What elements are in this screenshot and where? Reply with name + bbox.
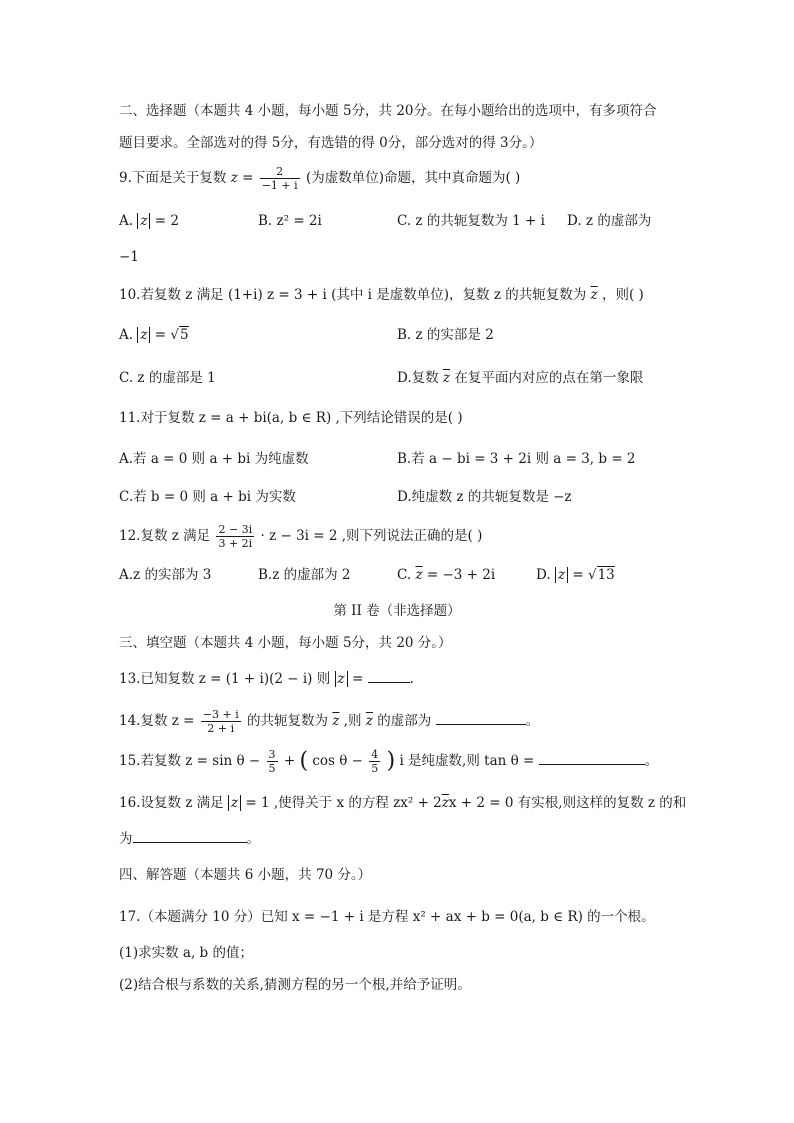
q15-fraction2 <box>369 748 380 775</box>
q10-option-a-label: A. <box>119 327 134 343</box>
q13-end: . <box>409 671 414 687</box>
q10-option-a-eq: = <box>154 327 171 343</box>
q15-frac2-den: 5 <box>371 762 379 775</box>
q11-option-c: C.若 b = 0 则 a + bi 为实数 <box>119 489 296 505</box>
q9-prefix: 9.下面是关于复数 <box>119 170 227 186</box>
q14-conj1: $\overline{z}$ <box>332 713 340 729</box>
left-paren-icon: ( <box>299 748 309 774</box>
q10-option-a-root: 5 <box>179 327 189 343</box>
q15-suffix: i 是纯虚数,则 tan θ = <box>399 753 539 769</box>
q12-option-d <box>536 565 615 585</box>
q12-suffix: · z − 3i = 2 ,则下列说法正确的是( ) <box>260 528 483 544</box>
q12-option-d-eq: = <box>572 567 588 583</box>
q10-stem-text: 10.若复数 z 满足 (1+i) z = 3 + i (其中 i 是虚数单位)，复数 z 的共轭复数为 <box>119 287 587 303</box>
q12-stem <box>119 523 482 550</box>
q15-stem <box>119 748 658 775</box>
q15-frac1-den: 5 <box>268 762 276 775</box>
q12-prefix: 12.复数 z 满足 <box>119 528 211 544</box>
q14-prefix: 14.复数 z = <box>119 713 195 729</box>
q13-prefix: 13.已知复数 z = (1 + i)(2 − i) 则 <box>119 671 331 687</box>
section2-header-line1: 二、选择题（本题共 4 小题，每小题 5分，共 20分。在每小题给出的选项中，有多项符合 <box>119 103 657 119</box>
q16-line2-pre: 为 <box>119 831 133 847</box>
q12-frac-num: 2 − 3i <box>218 523 253 536</box>
q14-end: 。 <box>525 713 540 729</box>
q13-abs: z <box>335 671 348 687</box>
q10-option-a-abs: z <box>137 327 150 343</box>
sqrt-icon: √ <box>170 327 179 343</box>
q10-option-d-post: 在复平面内对应的点在第一象限 <box>454 370 644 386</box>
q15-frac1-num: 3 <box>268 748 276 761</box>
right-paren-icon: ) <box>386 748 396 774</box>
q15-cos: cos θ − <box>312 753 363 769</box>
q14-mid3: 的虚部为 <box>377 713 432 729</box>
q12-option-c-conj: $\overline{z}$ <box>415 567 423 583</box>
q11-option-b: B.若 a − bi = 3 + 2i 则 a = 3, b = 2 <box>397 451 636 467</box>
q10-conj: $\overline{z}$ <box>590 287 598 303</box>
q9-option-a-label: A. <box>119 213 134 229</box>
q12-frac-den: 3 + 2i <box>218 537 253 550</box>
q14-frac-den: 2 + i <box>207 722 235 735</box>
q11-stem: 11.对于复数 z = a + bi(a, b ∈ R) ,下列结论错误的是( ) <box>119 410 463 426</box>
q16-mid: = 1 ,使得关于 x 的方程 zx² + 2 <box>245 795 442 811</box>
q13-eq: = <box>351 671 368 687</box>
q9-z-eq: z = <box>230 170 254 186</box>
q10-option-a <box>119 325 189 345</box>
q9-fraction <box>260 165 300 192</box>
q14-mid2: ,则 <box>343 713 362 729</box>
section4-header: 四、解答题（本题共 6 小题，共 70 分。） <box>119 867 372 883</box>
q10-option-d <box>397 368 643 388</box>
q17-part2: (2)结合根与系数的关系,猜测方程的另一个根,并给予证明。 <box>119 977 471 993</box>
q12-fraction <box>216 523 254 550</box>
q10-tail: ，则( ) <box>601 287 644 303</box>
q12-option-d-root: 13 <box>597 567 615 583</box>
q12-option-d-label: D. <box>536 567 551 583</box>
q12-option-c <box>397 565 495 585</box>
q14-fraction <box>201 708 241 735</box>
q13-answer-blank[interactable] <box>368 669 410 683</box>
volume2-title: 第 II 卷（非选择题） <box>333 603 461 619</box>
q9-frac-num: 2 <box>260 165 300 179</box>
q11-option-a: A.若 a = 0 则 a + bi 为纯虚数 <box>119 451 309 467</box>
q14-conj2: $\overline{z}$ <box>365 713 373 729</box>
q11-option-d: D.纯虚数 z 的共轭复数是 −z <box>397 489 572 505</box>
q15-plus: + <box>283 753 300 769</box>
q12-option-c-rest: = −3 + 2i <box>426 567 496 583</box>
q16-conj: $\overline{z}$ <box>441 795 449 811</box>
q9-option-a <box>119 211 179 231</box>
q9-option-c: C. z 的共轭复数为 1 + i <box>397 213 545 229</box>
q9-suffix: (为虚数单位)命题，其中真命题为( ) <box>305 170 521 186</box>
q15-frac2-num: 4 <box>371 748 379 761</box>
section2-header-line2: 题目要求。全部选对的得 5分，有选错的得 0分，部分选对的得 3分。） <box>119 135 543 151</box>
q12-option-a: A.z 的实部为 3 <box>119 567 212 583</box>
q15-fraction1 <box>267 748 278 775</box>
q12-option-b: B.z 的虚部为 2 <box>258 567 351 583</box>
section3-header: 三、填空题（本题共 4 小题，每小题 5分，共 20 分。） <box>119 635 452 651</box>
q9-option-a-rest: = 2 <box>154 213 179 229</box>
q16-answer-blank[interactable] <box>133 829 247 843</box>
q10-option-d-conj: $\overline{z}$ <box>442 370 451 386</box>
q14-stem <box>119 708 539 735</box>
q9-option-d: D. z 的虚部为 <box>567 213 652 229</box>
q15-prefix: 15.若复数 z = sin θ − <box>119 753 261 769</box>
q9-option-d-cont: −1 <box>119 249 139 265</box>
q10-option-c: C. z 的虚部是 1 <box>119 370 216 386</box>
q17-part1: (1)求实数 a, b 的值； <box>119 945 253 961</box>
q9-frac-den: −1 + i <box>261 179 298 192</box>
q9-stem <box>119 165 520 192</box>
sqrt-icon: √ <box>587 567 597 583</box>
q13-stem <box>119 669 414 689</box>
q16-tail: x + 2 = 0 有实根,则这样的复数 z 的和 <box>448 795 687 811</box>
q16-line2 <box>119 829 260 849</box>
q14-answer-blank[interactable] <box>436 711 526 725</box>
q9-option-a-abs: z <box>137 213 150 229</box>
q16-end: 。 <box>246 831 260 847</box>
q16-stem <box>119 793 686 813</box>
q14-frac-num: −3 + i <box>202 708 239 721</box>
q10-option-d-pre: D.复数 <box>397 370 439 386</box>
q17-stem: 17.（本题满分 10 分）已知 x = −1 + i 是方程 x² + ax + b = 0(a, b ∈ R) 的一个根。 <box>119 909 655 925</box>
q10-stem <box>119 285 644 305</box>
q15-answer-blank[interactable] <box>539 751 645 765</box>
q12-option-d-abs: z <box>555 567 568 583</box>
q9-option-b: B. z² = 2i <box>258 213 322 229</box>
q15-end: 。 <box>644 753 659 769</box>
q10-option-b: B. z 的实部是 2 <box>397 327 494 343</box>
q14-mid1: 的共轭复数为 <box>247 713 329 729</box>
q16-prefix: 16.设复数 z 满足 <box>119 795 224 811</box>
q12-option-c-label: C. <box>397 567 412 583</box>
q16-abs: z <box>228 795 241 811</box>
